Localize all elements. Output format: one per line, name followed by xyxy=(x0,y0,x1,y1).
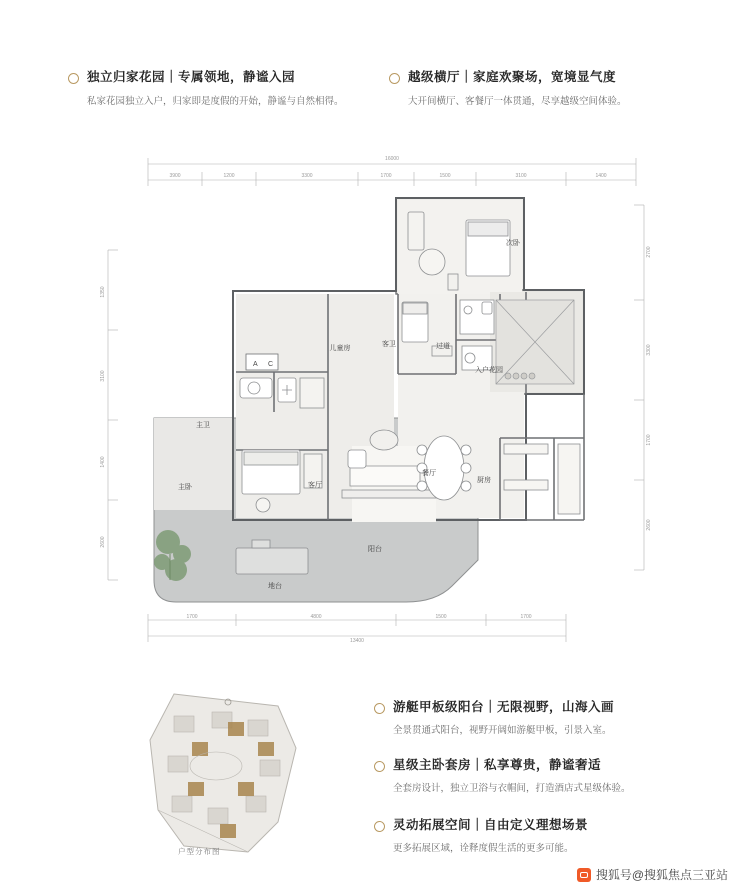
room-label: 主卧 xyxy=(178,484,192,491)
svg-text:1500: 1500 xyxy=(435,614,447,620)
svg-text:3300: 3300 xyxy=(301,173,313,179)
feature-title: 星级主卧套房｜私享尊贵，静谧奢适 xyxy=(393,758,602,772)
feature-item-flex-space xyxy=(374,818,588,855)
feature-desc: 大开间横厅、客餐厅一体贯通，尽享越级空间体验。 xyxy=(408,95,627,107)
svg-text:3900: 3900 xyxy=(169,173,181,179)
ring-bullet-icon xyxy=(374,821,385,832)
feature-item-master-suite xyxy=(374,758,631,795)
feature-item-balcony xyxy=(374,700,614,737)
room-label: 厨房 xyxy=(477,477,491,484)
svg-text:1700: 1700 xyxy=(646,434,652,446)
feature-text xyxy=(87,70,344,108)
svg-text:1700: 1700 xyxy=(380,173,392,179)
svg-text:16000: 16000 xyxy=(385,156,399,162)
svg-text:1700: 1700 xyxy=(520,614,532,620)
feature-title: 独立归家花园｜专属领地，静谧入园 xyxy=(87,70,296,84)
room-label: 入户花园 xyxy=(475,367,503,374)
svg-text:A: A xyxy=(253,361,258,368)
svg-text:3100: 3100 xyxy=(100,370,106,382)
feature-title: 游艇甲板级阳台｜无限视野，山海入画 xyxy=(393,700,615,714)
room-label: 主卫 xyxy=(196,422,210,429)
room-label: 儿童房 xyxy=(329,345,351,352)
watermark xyxy=(577,866,728,883)
room-label: 餐厅 xyxy=(422,470,436,477)
key-plan-diagram xyxy=(128,690,328,865)
svg-text:1400: 1400 xyxy=(100,456,106,468)
ring-bullet-icon xyxy=(374,761,385,772)
feature-title: 越级横厅｜家庭欢聚场，宽境显气度 xyxy=(408,70,617,84)
watermark-text: 搜狐号@搜狐焦点三亚站 xyxy=(595,868,728,882)
svg-text:13400: 13400 xyxy=(350,638,364,644)
svg-text:2700: 2700 xyxy=(646,246,652,258)
key-plan-caption: 户型分布图 xyxy=(178,847,221,856)
feature-text xyxy=(408,70,627,108)
room-label: 过道 xyxy=(436,343,450,350)
svg-text:1500: 1500 xyxy=(439,173,451,179)
feature-text xyxy=(393,700,614,737)
room-label: 客厅 xyxy=(308,482,322,489)
svg-text:4800: 4800 xyxy=(310,614,322,620)
ring-bullet-icon xyxy=(374,703,385,714)
feature-item-garden xyxy=(68,70,344,108)
room-label: 次卧 xyxy=(506,240,520,247)
svg-text:1400: 1400 xyxy=(595,173,607,179)
compass-icon xyxy=(246,354,278,370)
room-label: 客卫 xyxy=(382,341,396,348)
room-label: 阳台 xyxy=(368,546,382,553)
ring-bullet-icon xyxy=(68,73,79,84)
room-label: 地台 xyxy=(268,583,282,590)
floorplan-drawing xyxy=(96,150,656,650)
feature-text xyxy=(393,758,631,795)
ring-bullet-icon xyxy=(389,73,400,84)
svg-text:2600: 2600 xyxy=(100,536,106,548)
feature-desc: 全景贯通式阳台，视野开阔如游艇甲板，引景入室。 xyxy=(393,724,612,736)
sohu-logo-icon xyxy=(577,868,591,882)
feature-item-livingroom xyxy=(389,70,627,108)
svg-text:1700: 1700 xyxy=(186,614,198,620)
feature-desc: 更多拓展区域，诠释度假生活的更多可能。 xyxy=(393,842,574,854)
feature-desc: 全套房设计，独立卫浴与衣帽间，打造酒店式星级体验。 xyxy=(393,782,631,794)
feature-text xyxy=(393,818,588,855)
svg-text:1350: 1350 xyxy=(100,286,106,298)
feature-desc: 私家花园独立入户，归家即是度假的开始，静谧与自然相得。 xyxy=(87,95,344,107)
svg-text:3300: 3300 xyxy=(646,344,652,356)
svg-text:1200: 1200 xyxy=(223,173,235,179)
svg-text:3100: 3100 xyxy=(515,173,527,179)
feature-title: 灵动拓展空间｜自由定义理想场景 xyxy=(393,818,589,832)
svg-text:2600: 2600 xyxy=(646,519,652,531)
svg-text:C: C xyxy=(268,361,274,368)
